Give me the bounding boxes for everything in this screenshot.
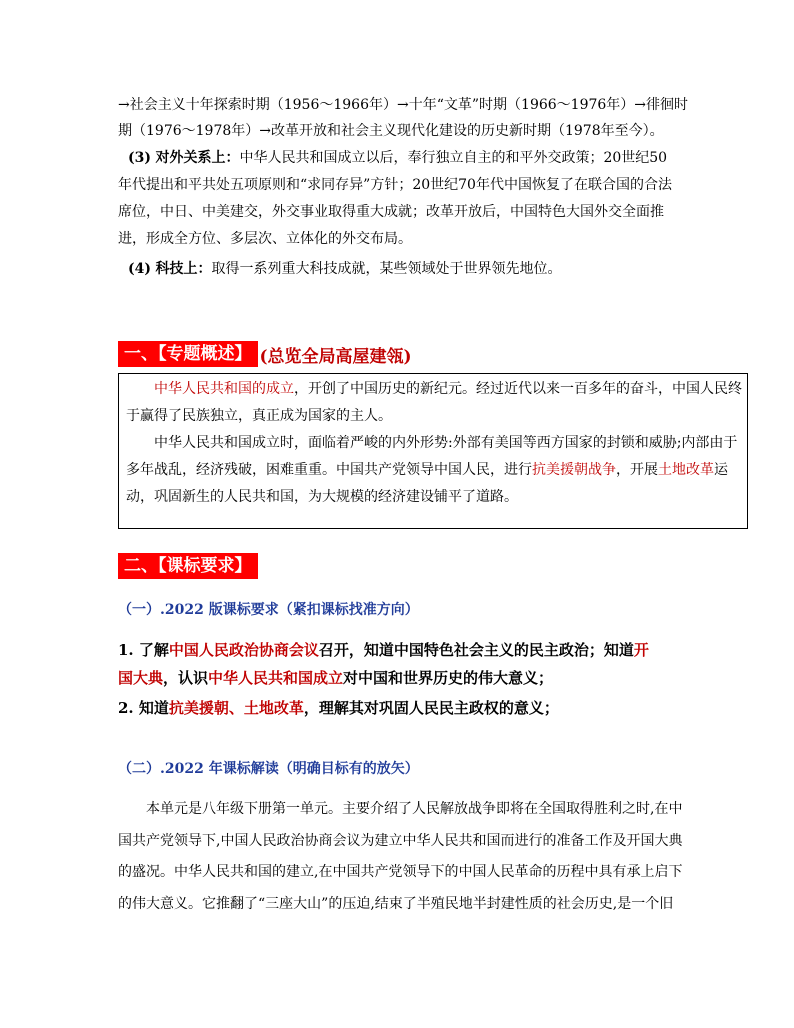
section-1-header — [118, 341, 412, 367]
text: ，开展 — [616, 462, 658, 478]
highlight: 国大典 — [118, 669, 164, 687]
requirement-2 — [118, 694, 678, 722]
highlight: 抗美援朝战争 — [532, 462, 616, 478]
highlight: 中华人民共和国的成立 — [154, 381, 294, 397]
subsection-2-title: （二）.2022 年课标解读（明确目标有的放矢） — [118, 761, 419, 777]
interpretation-line-2: 国共产党领导下,中国人民政治协商会议为建立中华人民共和国而进行的准备工作及开国大典 — [118, 833, 683, 849]
section-2-label: 二、【课标要求】 — [118, 553, 258, 579]
text: 1. 了解 — [118, 641, 169, 659]
item-heading: 科技上： — [155, 261, 212, 277]
overview-line-1 — [154, 376, 742, 403]
intro-line-4: 年代提出和平共处五项原则和“求同存异”方针；20世纪70年代中国恢复了在联合国的合法 — [118, 177, 672, 193]
subsection-1-title: （一）.2022 版课标要求（紧扣课标找准方向） — [118, 602, 419, 618]
highlight: 抗美援朝、土地改革 — [168, 699, 304, 717]
section-1-label: 一、【专题概述】 — [118, 341, 258, 367]
intro-line-5: 席位，中日、中美建交，外交事业取得重大成就；改革开放后，中国特色大国外交全面推 — [118, 204, 664, 220]
text: 2. 知道 — [118, 699, 169, 717]
highlight: 土地改革 — [658, 462, 714, 478]
text: ，开创了中国历史的新纪元。经过近代以来一百多年的奋斗，中国人民终 — [294, 381, 742, 397]
item-heading: 对外关系上： — [155, 150, 240, 166]
intro-line-2: 期（1976～1978年）→改革开放和社会主义现代化建设的历史新时期（1978年至今）。 — [118, 123, 664, 139]
interpretation-line-4: 的伟大意义。它推翻了“三座大山”的压迫,结束了半殖民地半封建性质的社会历史,是一个旧 — [118, 896, 674, 912]
intro-line-1: →社会主义十年探索时期（1956～1966年）→十年“文革”时期（1966～1976年）→徘徊时 — [118, 97, 689, 113]
section-2-header — [118, 553, 258, 579]
item-text: 取得一系列重大科技成就，某些领域处于世界领先地位。 — [211, 261, 562, 277]
requirement-1-line-1 — [118, 636, 678, 664]
overview-line-4 — [126, 457, 728, 484]
interpretation-line-3: 的盛况。中华人民共和国的建立,在中国共产党领导下的中国人民革命的历程中具有承上启下 — [118, 864, 683, 880]
text: ，认识 — [163, 669, 209, 687]
text: 召开，知道中国特色社会主义的民主政治；知道 — [318, 641, 634, 659]
overview-line-5: 动，巩固新生的人民共和国，为大规模的经济建设铺平了道路。 — [126, 489, 518, 505]
item-text: 中华人民共和国成立以后，奉行独立自主的和平外交政策；20世纪50 — [239, 150, 668, 166]
highlight: 开 — [633, 641, 649, 659]
text: 多年战乱，经济残破，困难重重。中国共产党领导中国人民，进行 — [126, 462, 532, 478]
overview-box — [118, 373, 748, 529]
item-number: (3) — [128, 150, 151, 166]
interpretation-line-1: 本单元是八年级下册第一单元。主要介绍了人民解放战争即将在全国取得胜利之时,在中 — [146, 801, 683, 817]
overview-line-3: 中华人民共和国成立时，面临着严峻的内外形势:外部有美国等西方国家的封锁和威胁;内部由于 — [154, 435, 738, 451]
overview-line-2: 于赢得了民族独立，真正成为国家的主人。 — [126, 408, 392, 424]
intro-line-6: 进，形成全方位、多层次、立体化的外交布局。 — [118, 231, 412, 247]
text: ，理解其对巩固人民民主政权的意义； — [303, 699, 559, 717]
intro-item-4 — [128, 256, 688, 282]
text: 运 — [714, 462, 728, 478]
text: 对中国和世界历史的伟大意义； — [343, 669, 554, 687]
highlight: 中国人民政治协商会议 — [168, 641, 319, 659]
item-number: (4) — [128, 261, 151, 277]
section-1-subtitle: (总览全局高屋建瓴) — [259, 346, 412, 367]
requirement-1-line-2 — [118, 664, 678, 692]
highlight: 中华人民共和国成立 — [208, 669, 344, 687]
intro-item-3 — [128, 145, 688, 171]
